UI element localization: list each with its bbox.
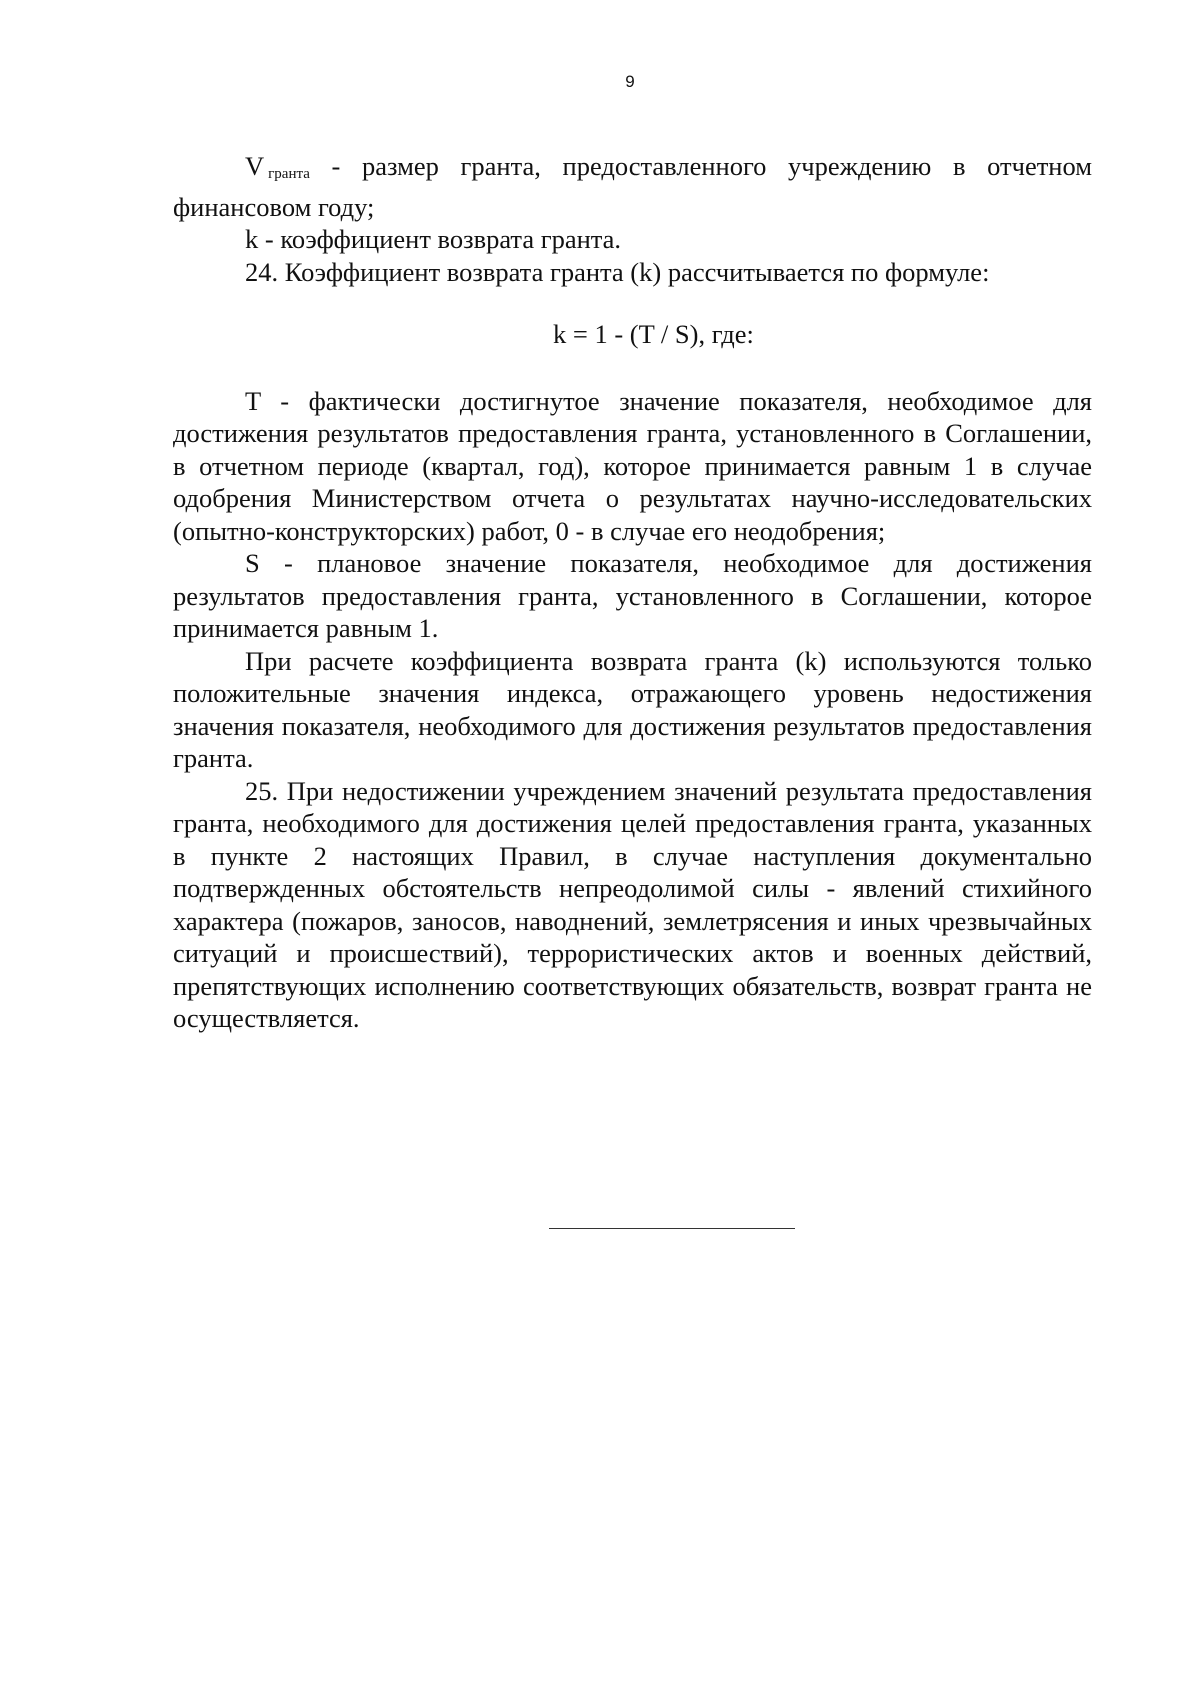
paragraph-calculation-note: При расчете коэффициента возврата гранта (k) используются только положительные значения индекса, отражающего уровень недостижения значения показателя, необходимого для достижения результатов предоставления гранта. <box>173 645 1092 773</box>
paragraph-25: 25. При недостижении учреждением значений результата предоставления гранта, необходимого для достижения целей предоставления гранта, указанных в пункте 2 настоящих Правил, в случае наступления документально подтвержденных обстоятельств непреодолимой силы - явлений стихийного характера (пожаров, заносов, наводнений, землетрясения и иных чрезвычайных ситуаций и происшествий), террористических актов и военных действий, препятствующих исполнению соответствующих обязательств, возврат гранта не осуществляется. <box>173 775 1092 1033</box>
paragraph-v-granta <box>173 150 1092 223</box>
formula: k = 1 - (T / S), где: <box>553 319 754 349</box>
v-granta-subscript: гранта <box>268 166 310 182</box>
paragraph-24: 24. Коэффициент возврата гранта (k) рассчитывается по формуле: <box>245 256 990 287</box>
end-of-document-rule <box>549 1228 795 1229</box>
v-granta-symbol: V <box>245 151 265 181</box>
v-granta-definition: - размер гранта, предоставленного учреждению в отчетном финансовом году; <box>173 151 1092 222</box>
paragraph-k-definition: k - коэффициент возврата гранта. <box>245 224 622 254</box>
page-number: 9 <box>625 72 635 91</box>
paragraph-s-definition: S - плановое значение показателя, необходимое для достижения результатов предоставления гранта, установленного в Соглашении, которое принимается равным 1. <box>173 548 1092 643</box>
document-body <box>173 150 1092 1035</box>
paragraph-t-definition: T - фактически достигнутое значение показателя, необходимое для достижения результатов предоставления гранта, установленного в Соглашении, в отчетном периоде (квартал, год), которое принимается равным 1 в случае одобрения Министерством отчета о результатах научно-исследовательских (опытно-конструкторских) работ, 0 - в случае его неодобрения; <box>173 385 1092 546</box>
